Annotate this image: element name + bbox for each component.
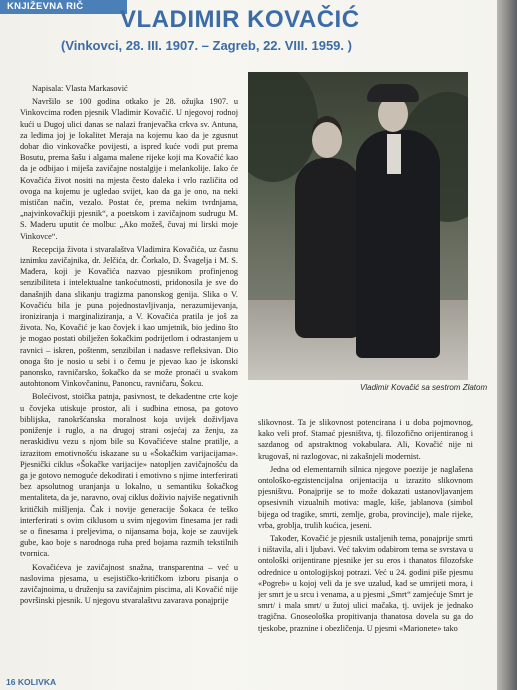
page-binding-edge [497, 0, 517, 690]
page-number: 16 [6, 677, 16, 687]
magazine-name: KOLIVKA [17, 677, 57, 687]
paragraph: Kovačićeva je zavičajnost snažna, transparentna – već u naslovima pjesama, u esejističko-kritičkom izboru pisanja o zavičajnoima, u druženju sa zavičajnim piscima, ali Kovačić nije površinski pjesnik. U njegovu stvaralaštvu zavarava ponajprije [20, 562, 238, 606]
paragraph: Navršilo se 100 godina otkako je 28. ožujka 1907. u Vinkovcima rođen pjesnik Vladimir Kovačić. U njegovoj rodnoj kući u Dugoj ulici danas se nalazi franjevačka crkva sv. Antuna, za leđima joj je lokalitet Meraja na kojemu kao da je zgusnut dobar dio vinkovačke povijesti, a ispred kuće vodi put prema Bosutu, prema šašu i algama malene rijeke koji ma Kovačić kao da je odbijao i miješa zavičajne nostalgije i melankolije. Iako će Kovačića život nositi na mjesta često daleka i vrlo različita od ovoga na kojemu je ugledao svijet, kao da ga je ono, na neki mističan način, vezalo. Postat će, prema nekim tvrdnjama, „najvinkovačkiji pjesnik“, a poetskom i zavičajnom sudrugu M. S. Maderu uputit će molbu: „Ako možeš, čuvaj mi lirski moje Vinkovce“. [20, 97, 238, 241]
paragraph: Bolećivost, stoička patnja, pasivnost, te dekadentne crte koje u čovjeka utiskuje prostor, ali i sudbina etnosa, pa gotovo biblijska, ranokršćanska moralnost koja uvijek doživljava poniženje i ruglo, a na drugoj strani osjećaj za ženju, za neraskidivu vezu s njom bile su Kovačićeve stalne pratilje, a izrazitom emotivnošću iskazane su u «Šokačkim varijacijama». Pjesnički ciklus «Šokačke varijacije» natopljen zavičajnošću da ga je gotovo nemoguće dekodirati i emotivno s njime interferirati bez apsolutnog uranjanja u lokalno, u semantiku šokačkog mentaliteta, da je, naravno, ovaj ciklus doživio najviše negativnih kritičkih mišljenja. Čak i novije generacije Šokaca će teško interferirati s ovim ciklusom u svim njegovim finesama jer radi se o finesama i preljevima, o nijansama boja, koje se zauvijek gube, kao boje s narodnoga ruha pred bojama razmih tekstilnih tvornica. [20, 392, 238, 559]
page-footer [6, 677, 56, 687]
author-line: Napisala: Vlasta Markasović [32, 84, 128, 93]
paragraph: Također, Kovačić je pjesnik ustaljenih tema, ponajprije smrti i ništavila, ali i ljubavi. Već takvim odabirom tema se svrstava u ontološki orijentirane pjesnike jer su eros i thanatos filozofske odrednice u ontologijskoj potrazi. Već u 24. godini piše pjesmu «Pogreb» u kojoj veli da je sve uzalud, kad se umrijeti mora, i jer smrt je u srcu i venama, a u pjesmi „Smrt“ zamjećuje Smrt je smrt/ i mala smrt/ u žutoj ulici mačaka, tj. uvijek je jednako tragična. Gnoseološka propitivanja thanatosa dovela su ga do tjeskobe, praznine i obezličenja. U pjesmi «Marionete» tako [258, 534, 473, 633]
article-title: VLADIMIR KOVAČIĆ [120, 6, 360, 33]
section-label: KNJIŽEVNA RIČ [0, 0, 127, 14]
paragraph: slikovnost. Ta je slikovnost potencirana i u doba pojmovnog, kako veli prof. Stamać pjesništva, tj. filozofično orijentiranog i sazdanog od apstraktnog vokabulara. Ali, Kovačić nije ni krugovaš, ni razlogovac, ni zakašnjeli modernist. [258, 418, 473, 461]
article-subtitle: (Vinkovci, 28. III. 1907. – Zagreb, 22. VIII. 1959. ) [61, 38, 352, 53]
photo-caption: Vladimir Kovačić sa sestrom Zlatom [360, 383, 488, 392]
paragraph: Recepcija života i stvaralaštva Vladimira Kovačića, uz časnu iznimku zavičajnika, dr. Jelčića, dr. Čorkalo, D. Švagelja i M. S. Mađera, koji je Kovačića nazvao pjesnikom profinjenog senzibiliteta i intelektualne tankoćutnosti, pridonosila je sve do današnjih dana slikanju tragizma panonskog genija. Slika o V. Kovačiću bila je puna pojednostavljivanja, nerazumijevanja, ironiziranja i marginaliziranja, a V. Kovačića pratila je još za života. No, Kovačić je kao čovjek i kao umjetnik, bio jedino što je mogao postati obilježen šokačkim podrijetlom i odrastanjem u ravnici – iskren, poštenm, senzibilan i nadasve refleksivan. Dio onoga što je nosio u sebi i o čemu je pjevao kao je iskonski panonsko, ravničarsko, šokačko da se može pronaći u svakom autohtonom Vinkovčaninu, Panoncu, ravničaru, Šokcu. [20, 244, 238, 389]
man-hat [367, 84, 419, 102]
woman-figure [295, 158, 361, 338]
text-column-right [258, 417, 473, 682]
woman-head [312, 122, 342, 158]
paragraph: Jedna od elementarnih silnica njegove poezije je naglašena ontološko-egzistencijalna orijentacija u izrazito slikovnom pjesništvu. Ponajprije se to može dokazati ustanovljavanjem opsesivnih vizualnih motiva: magle, kiše, jablanova (simbol bijega od tragike, smrti, zemlje, groba, provincije), male rijeke, vrba, groblja, trulih kućica, jeseni. [258, 464, 473, 530]
man-shirt [387, 134, 401, 174]
text-column-left [20, 83, 238, 668]
portrait-photo [248, 72, 468, 380]
